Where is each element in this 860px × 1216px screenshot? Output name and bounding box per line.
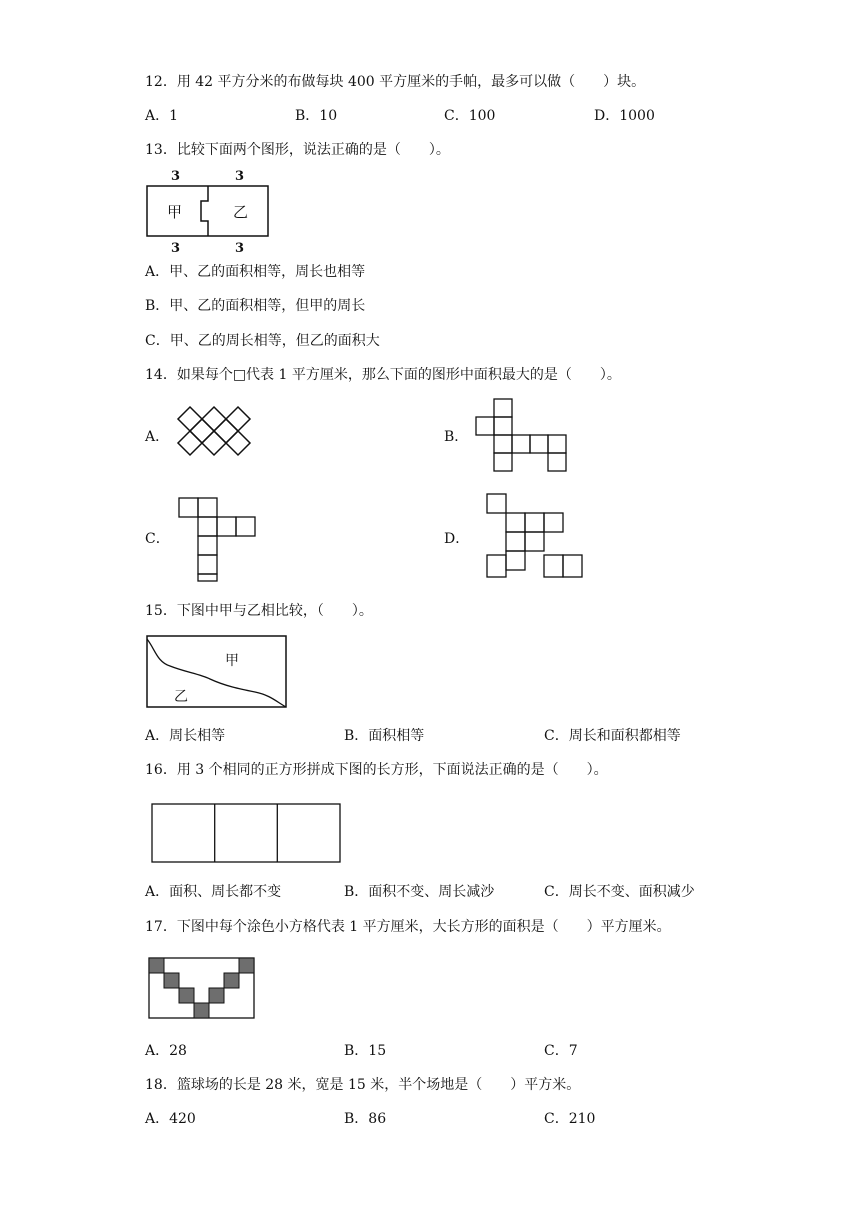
q18-option-a[interactable]: A．420 [145,1111,196,1127]
q13-option-a[interactable]: A．甲、乙的面积相等，周长也相等 [145,264,366,280]
q15-option-b[interactable]: B．面积相等 [344,728,425,744]
q13-bottom-right-label: 3 [235,241,245,256]
q13-left-label: 甲 [167,203,183,221]
q15-option-c[interactable]: C．周长和面积都相等 [544,728,681,744]
q16-option-c[interactable]: C．周长不变、面积减少 [544,884,695,900]
q14-option-c[interactable]: C． [145,531,170,547]
q18-stem: 18．篮球场的长是 28 米，宽是 15 米，半个场地是（ ）平方米。 [145,1077,581,1093]
q13-right-label: 乙 [233,203,249,221]
q14-figure-d [486,493,586,581]
q13-top-right-label: 3 [235,169,245,184]
q17-option-a[interactable]: A．28 [145,1043,187,1059]
q14-figure-c [178,497,258,585]
q15-option-a[interactable]: A．周长相等 [145,728,226,744]
q15-curve [147,639,286,707]
q18-option-c[interactable]: C．210 [544,1111,596,1127]
q12-stem: 12．用 42 平方分米的布做每块 400 平方厘米的手帕，最多可以做（ ）块。 [145,74,646,90]
q16-option-b[interactable]: B．面积不变、周长减沙 [344,884,495,900]
q13-bottom-left-label: 3 [171,241,181,256]
q16-option-a[interactable]: A．面积、周长都不变 [145,884,282,900]
q14-stem: 14．如果每个□代表 1 平方厘米，那么下面的图形中面积最大的是（ ）。 [145,367,621,383]
q16-stem: 16．用 3 个相同的正方形拼成下图的长方形，下面说法正确的是（ ）。 [145,762,608,778]
q13-divider [201,186,208,236]
q17-option-c[interactable]: C．7 [544,1043,578,1059]
q15-bottom-label: 乙 [174,689,188,705]
q13-option-b[interactable]: B．甲、乙的面积相等，但甲的周长 [145,298,366,314]
q13-stem: 13．比较下面两个图形，说法正确的是（ ）。 [145,142,450,158]
q12-option-d[interactable]: D．1000 [594,108,655,124]
q14-figure-a [176,405,256,465]
q14-figure-b [476,398,572,474]
q17-figure [148,957,258,1021]
q13-top-left-label: 3 [171,169,181,184]
q12-option-b[interactable]: B．10 [295,108,338,124]
q14-option-d[interactable]: D． [444,531,470,547]
q18-option-b[interactable]: B．86 [344,1111,387,1127]
q13-option-c[interactable]: C．甲、乙的周长相等，但乙的面积大 [145,333,380,349]
q15-figure [145,634,290,710]
q13-figure [140,165,280,257]
q17-option-b[interactable]: B．15 [344,1043,387,1059]
q15-top-label: 甲 [225,653,239,669]
q16-figure [151,803,343,865]
q15-stem: 15．下图中甲与乙相比较，（ ）。 [145,603,373,619]
q12-option-c[interactable]: C．100 [444,108,496,124]
q15-outer-rect [147,636,286,707]
q12-option-a[interactable]: A．1 [145,108,179,124]
q17-stem: 17．下图中每个涂色小方格代表 1 平方厘米，大长方形的面积是（ ）平方厘米。 [145,919,671,935]
q14-option-b[interactable]: B． [444,429,469,445]
q14-option-a[interactable]: A． [145,429,170,445]
